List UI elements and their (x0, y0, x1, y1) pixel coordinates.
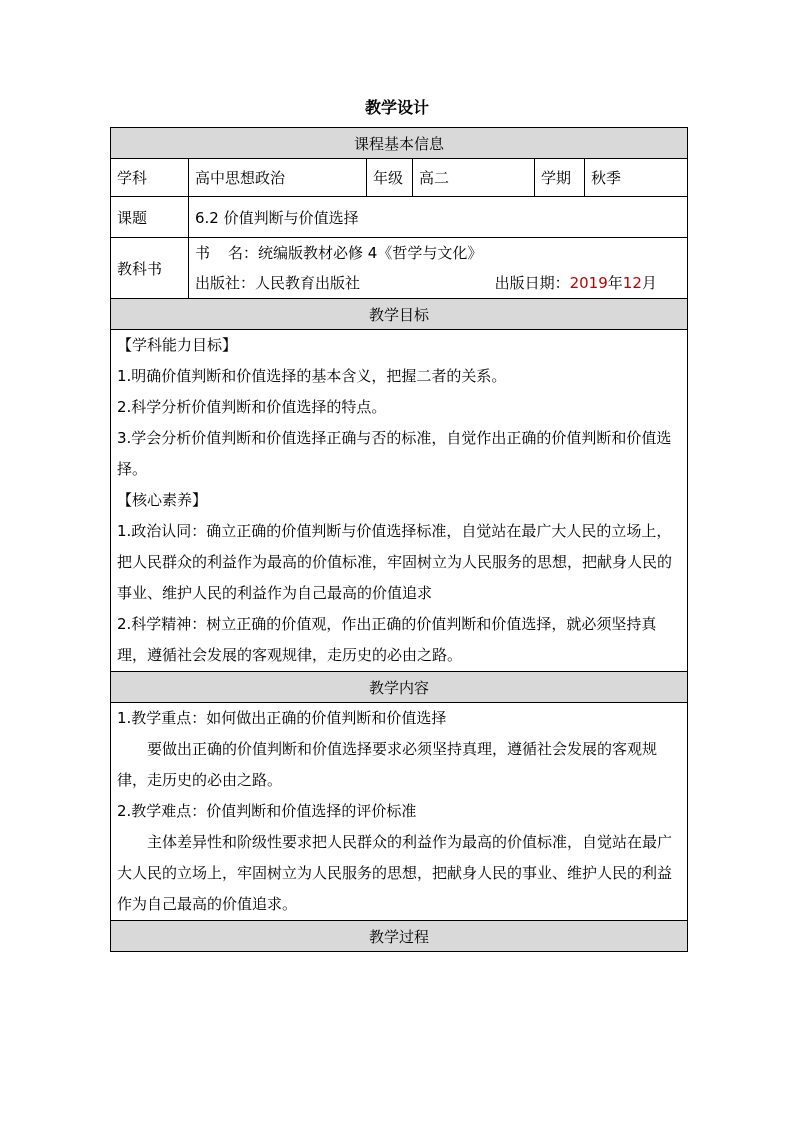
literacy-heading: 【核心素养】 (117, 491, 208, 509)
topic-value: 6.2 价值判断与价值选择 (189, 197, 688, 238)
subject-row (111, 159, 688, 197)
grade-label: 年级 (367, 159, 413, 197)
ability-item: 3.学会分析价值判断和价值选择正确与否的标准，自觉作出正确的价值判断和价值选择。 (117, 429, 672, 478)
key-point-detail: 要做出正确的价值判断和价值选择要求必须坚持真理，遵循社会发展的客观规律，走历史的必由之路。 (117, 740, 658, 789)
literacy-item: 1.政治认同：确立正确的价值判断与价值选择标准，自觉站在最广大人民的立场上，把人民群众的利益作为最高的价值标准，牢固树立为人民服务的思想，把献身人民的事业、维护人民的利益作为自己最高的价值追求 (117, 522, 673, 602)
book-name: 名：统编版教材必修 4《哲学与文化》 (228, 244, 483, 262)
objectives-body (111, 330, 688, 672)
publisher-line (195, 268, 681, 298)
textbook-label: 教科书 (111, 238, 189, 299)
section-header-row (111, 921, 688, 952)
textbook-row (111, 238, 688, 299)
section-header-row (111, 128, 688, 159)
publisher: 出版社：人民教育出版社 (195, 274, 361, 292)
objectives-row (111, 330, 688, 672)
difficulty-detail: 主体差异性和阶级性要求把人民群众的利益作为最高的价值标准，自觉站在最广大人民的立场上，牢固树立为人民服务的思想，把献身人民的事业、维护人民的利益作为自己最高的价值追求。 (117, 833, 673, 913)
document-title: 教学设计 (364, 98, 429, 117)
textbook-details (189, 238, 688, 299)
key-point: 1.教学重点：如何做出正确的价值判断和价值选择 (117, 709, 447, 727)
publish-year: 2019 (569, 274, 608, 292)
difficulty: 2.教学难点：价值判断和价值选择的评价标准 (117, 802, 417, 820)
subject-value: 高中思想政治 (189, 159, 367, 197)
literacy-item: 2.科学精神：树立正确的价值观，作出正确的价值判断和价值选择，就必须坚持真理，遵循社会发展的客观规律，走历史的必由之路。 (117, 615, 657, 664)
section-content: 教学内容 (111, 672, 688, 703)
publish-year-unit: 年 (607, 274, 623, 292)
section-basic-info: 课程基本信息 (111, 128, 688, 159)
course-design-table (110, 127, 688, 952)
book-prefix: 书 (195, 244, 211, 262)
publish-month: 12 (622, 274, 642, 292)
subject-label: 学科 (111, 159, 189, 197)
section-process: 教学过程 (111, 921, 688, 952)
grade-value: 高二 (413, 159, 535, 197)
topic-label: 课题 (111, 197, 189, 238)
term-label: 学期 (535, 159, 585, 197)
publish-month-unit: 月 (641, 274, 657, 292)
content-body (111, 703, 688, 921)
term-value: 秋季 (585, 159, 688, 197)
section-objectives: 教学目标 (111, 299, 688, 330)
topic-row (111, 197, 688, 238)
ability-heading: 【学科能力目标】 (117, 336, 238, 354)
ability-item: 2.科学分析价值判断和价值选择的特点。 (117, 398, 387, 416)
content-row (111, 703, 688, 921)
ability-item: 1.明确价值判断和价值选择的基本含义，把握二者的关系。 (117, 367, 507, 385)
book-name-line (195, 238, 681, 268)
publish-date-label: 出版日期： (494, 274, 570, 292)
section-header-row (111, 672, 688, 703)
section-header-row (111, 299, 688, 330)
